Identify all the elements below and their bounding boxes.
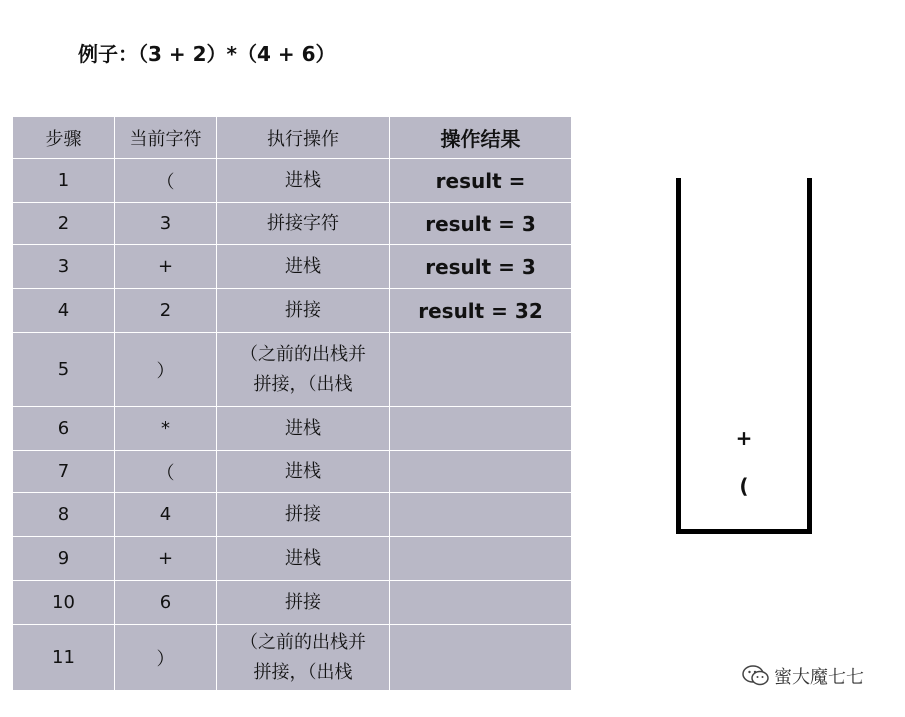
watermark: [742, 663, 864, 689]
row-char: *: [115, 407, 217, 451]
header-result: 操作结果: [390, 117, 572, 159]
wechat-icon: [742, 665, 770, 687]
row-op: [217, 625, 390, 691]
row-op-line1: 进栈: [285, 169, 321, 191]
table-row: [13, 581, 572, 625]
row-step: 7: [13, 451, 115, 493]
row-result: [390, 451, 572, 493]
header-op: 执行操作: [217, 117, 390, 159]
row-step: 2: [13, 203, 115, 245]
row-result: [390, 537, 572, 581]
row-result: result = 3: [390, 245, 572, 289]
row-op-line1: 进栈: [285, 417, 321, 439]
row-result: [390, 493, 572, 537]
row-op: [217, 159, 390, 203]
header-step: 步骤: [13, 117, 115, 159]
row-result: result = 3: [390, 203, 572, 245]
row-step: 6: [13, 407, 115, 451]
table-row: [13, 625, 572, 691]
row-step: 3: [13, 245, 115, 289]
row-char: 4: [115, 493, 217, 537]
table-row: [13, 451, 572, 493]
row-result: [390, 333, 572, 407]
row-step: 4: [13, 289, 115, 333]
row-op-line1: 拼接: [285, 591, 321, 613]
row-op-line1: 进栈: [285, 460, 321, 482]
row-step: 11: [13, 625, 115, 691]
row-step: 8: [13, 493, 115, 537]
table-row: [13, 203, 572, 245]
row-op: [217, 407, 390, 451]
row-result: result =: [390, 159, 572, 203]
row-op-line1: （之前的出栈并: [240, 343, 366, 365]
row-char: +: [115, 537, 217, 581]
row-step: 9: [13, 537, 115, 581]
row-op: [217, 537, 390, 581]
table-row: [13, 407, 572, 451]
row-op-line1: 拼接: [285, 503, 321, 525]
row-char: （: [115, 451, 217, 493]
row-op: [217, 289, 390, 333]
table-row: [13, 289, 572, 333]
stack-item-paren: (: [739, 474, 749, 498]
row-op: [217, 493, 390, 537]
table-row: [13, 245, 572, 289]
row-result: [390, 625, 572, 691]
row-char: （: [115, 159, 217, 203]
table-row: [13, 493, 572, 537]
row-result: [390, 407, 572, 451]
row-step: 5: [13, 333, 115, 407]
row-op-line2: 拼接，（出栈: [253, 661, 353, 683]
table-row: [13, 333, 572, 407]
row-char: 6: [115, 581, 217, 625]
row-result: result = 32: [390, 289, 572, 333]
row-char: 2: [115, 289, 217, 333]
table-row: [13, 537, 572, 581]
row-char: +: [115, 245, 217, 289]
row-char: ）: [115, 625, 217, 691]
row-step: 1: [13, 159, 115, 203]
table-row: [13, 159, 572, 203]
row-op-line2: 拼接，（出栈: [253, 373, 353, 395]
row-op: [217, 245, 390, 289]
table-header-row: [13, 117, 572, 159]
row-char: 3: [115, 203, 217, 245]
row-op: [217, 451, 390, 493]
row-op-line1: 拼接字符: [267, 212, 339, 234]
row-op-line1: 进栈: [285, 255, 321, 277]
row-char: ）: [115, 333, 217, 407]
stack-item-plus: +: [735, 426, 753, 450]
row-step: 10: [13, 581, 115, 625]
steps-table: [12, 116, 572, 691]
header-char: 当前字符: [115, 117, 217, 159]
row-op-line1: 拼接: [285, 299, 321, 321]
row-op: [217, 581, 390, 625]
row-op-line1: （之前的出栈并: [240, 631, 366, 653]
row-result: [390, 581, 572, 625]
stack-diagram: [676, 178, 812, 534]
watermark-text: 蜜大魔七七: [774, 667, 864, 688]
row-op: [217, 333, 390, 407]
row-op-line1: 进栈: [285, 547, 321, 569]
row-op: [217, 203, 390, 245]
example-title: 例子：（3 + 2）*（4 + 6）: [78, 42, 336, 66]
